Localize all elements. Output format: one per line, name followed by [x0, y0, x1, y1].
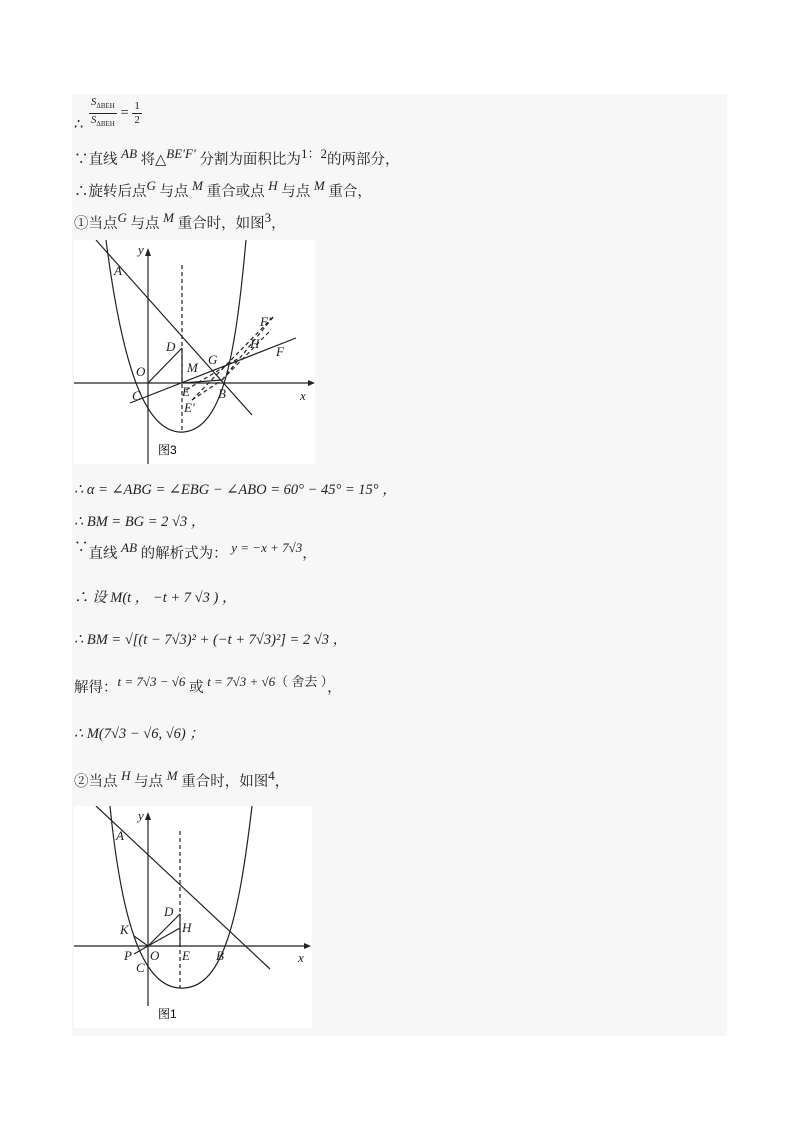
- text: 解得：: [74, 680, 118, 696]
- text: 重合时，如图: [177, 774, 269, 790]
- label-p: P: [124, 948, 132, 963]
- math-m: M: [163, 210, 174, 225]
- figure-3-caption: 图3: [158, 443, 177, 457]
- text: ，: [274, 774, 290, 790]
- text: 与点: [126, 216, 164, 232]
- text: 的解析式为：: [137, 546, 232, 562]
- text: 或: [185, 680, 208, 696]
- half-fraction: [132, 100, 142, 127]
- line-area-ratio: [74, 96, 142, 134]
- label-e-prime: E′: [184, 400, 195, 415]
- figure-number: 4: [268, 768, 275, 783]
- area-fraction: [89, 96, 117, 131]
- math-g: G: [146, 178, 156, 193]
- figure-3-diagram: [74, 240, 315, 464]
- text: 分割为面积比为: [195, 152, 301, 168]
- text: ②当点: [74, 774, 122, 790]
- math-bm-eq: ∴ BM = BG = 2 √3 ，: [74, 514, 206, 530]
- label-a: A: [116, 828, 124, 843]
- label-h: H: [182, 920, 192, 935]
- math-ab: AB: [121, 540, 138, 555]
- line-rotation: [74, 178, 372, 202]
- figure-1: [74, 806, 312, 1028]
- label-c: C: [132, 388, 141, 403]
- math-ratio: 1：2: [300, 146, 327, 161]
- text: 与点: [130, 774, 167, 790]
- line-case-one: [74, 210, 286, 234]
- line-solve: [74, 674, 342, 698]
- half-den: 2: [134, 114, 140, 127]
- parabola-curve: [106, 240, 246, 432]
- label-b: B: [218, 386, 226, 401]
- label-y: y: [138, 242, 144, 257]
- math-solution-1: t = 7√3 − √6: [117, 674, 186, 689]
- line-bm: [74, 512, 205, 532]
- therefore-symbol: ∴: [74, 117, 84, 134]
- line-m-result: [74, 724, 204, 744]
- segment-od: [148, 348, 182, 383]
- label-d: D: [166, 339, 176, 354]
- y-arrow-icon: [145, 812, 151, 820]
- text: ，: [327, 680, 342, 696]
- figure-1-caption: 图1: [158, 1007, 177, 1021]
- denominator-sub: ΔBEH: [96, 120, 115, 129]
- label-y: y: [138, 808, 144, 823]
- text: 的两部分，: [326, 152, 400, 168]
- text: ∵直线: [74, 152, 118, 168]
- numerator-s: S: [90, 96, 97, 108]
- math-m: M: [192, 178, 203, 193]
- label-g: G: [208, 352, 218, 367]
- math-distance: ∴ BM = √[(t − 7√3)² + (−t + 7√3)²] = 2 √3 ，: [74, 632, 348, 648]
- label-x: x: [298, 950, 304, 965]
- math-set-m: ∴ 设 M(t ， −t + 7 √3 ) ，: [74, 590, 237, 606]
- label-h: H: [250, 336, 260, 351]
- text: ∴旋转后点: [74, 184, 147, 200]
- text: 直线: [88, 546, 122, 562]
- math-alpha-eq: ∴ α = ∠ABG = ∠EBG − ∠ABO = 60° − 45° = 15° ，: [74, 482, 397, 498]
- figure-number: 3: [264, 210, 272, 225]
- label-b: B: [216, 948, 224, 963]
- text: 将△: [137, 152, 167, 168]
- y-arrow-icon: [145, 248, 151, 256]
- math-h: H: [268, 178, 278, 193]
- math-m-result: ∴ M(7√3 − √6, √6) ；: [74, 726, 204, 742]
- equals-sign: =: [120, 105, 129, 122]
- numerator-sub: ΔBEH: [96, 102, 115, 111]
- label-m: M: [187, 360, 198, 375]
- x-arrow-icon: [308, 380, 315, 386]
- text: ，: [302, 546, 317, 562]
- line-cf: [130, 338, 296, 403]
- text: 重合或点: [202, 184, 269, 200]
- segment-bh: [222, 332, 269, 380]
- x-arrow-icon: [304, 943, 311, 949]
- line-distance: [74, 630, 347, 650]
- label-d: D: [164, 904, 174, 919]
- label-k: K: [120, 922, 129, 937]
- math-g: G: [117, 210, 127, 225]
- text: 重合时，如图: [173, 216, 265, 232]
- math-h: H: [121, 768, 131, 783]
- line-equation-ab: [74, 540, 317, 564]
- label-c: C: [136, 960, 145, 975]
- because-symbol: ∵: [74, 540, 89, 556]
- label-o: O: [150, 948, 160, 963]
- text: 与点: [155, 184, 193, 200]
- math-line-eq: y = −x + 7√3: [231, 540, 303, 555]
- label-f: F: [276, 344, 284, 359]
- line-set-m: [74, 588, 236, 608]
- label-f-prime: F′: [260, 314, 271, 329]
- label-e: E: [182, 384, 190, 399]
- math-triangle: BE′F′: [166, 146, 196, 161]
- figure-1-diagram: [74, 806, 312, 1028]
- math-m: M: [166, 768, 178, 783]
- label-x: x: [300, 388, 306, 403]
- denominator-s: S: [90, 114, 97, 127]
- math-solution-2: t = 7√3 + √6: [207, 674, 276, 689]
- line-alpha: [74, 480, 397, 500]
- math-ab: AB: [121, 146, 138, 161]
- line-divides: [74, 146, 400, 170]
- label-e: E: [182, 948, 190, 963]
- text: 重合，: [324, 184, 372, 200]
- label-a: A: [114, 263, 122, 278]
- text: ①当点: [74, 216, 118, 232]
- figure-3: [74, 240, 315, 464]
- math-m: M: [313, 178, 325, 193]
- text-discard: （ 舍去 ）: [275, 674, 328, 689]
- label-o: O: [136, 364, 146, 379]
- line-case-two: [74, 768, 290, 792]
- text: 与点: [277, 184, 314, 200]
- text: ，: [271, 216, 286, 232]
- half-num: 1: [134, 100, 140, 113]
